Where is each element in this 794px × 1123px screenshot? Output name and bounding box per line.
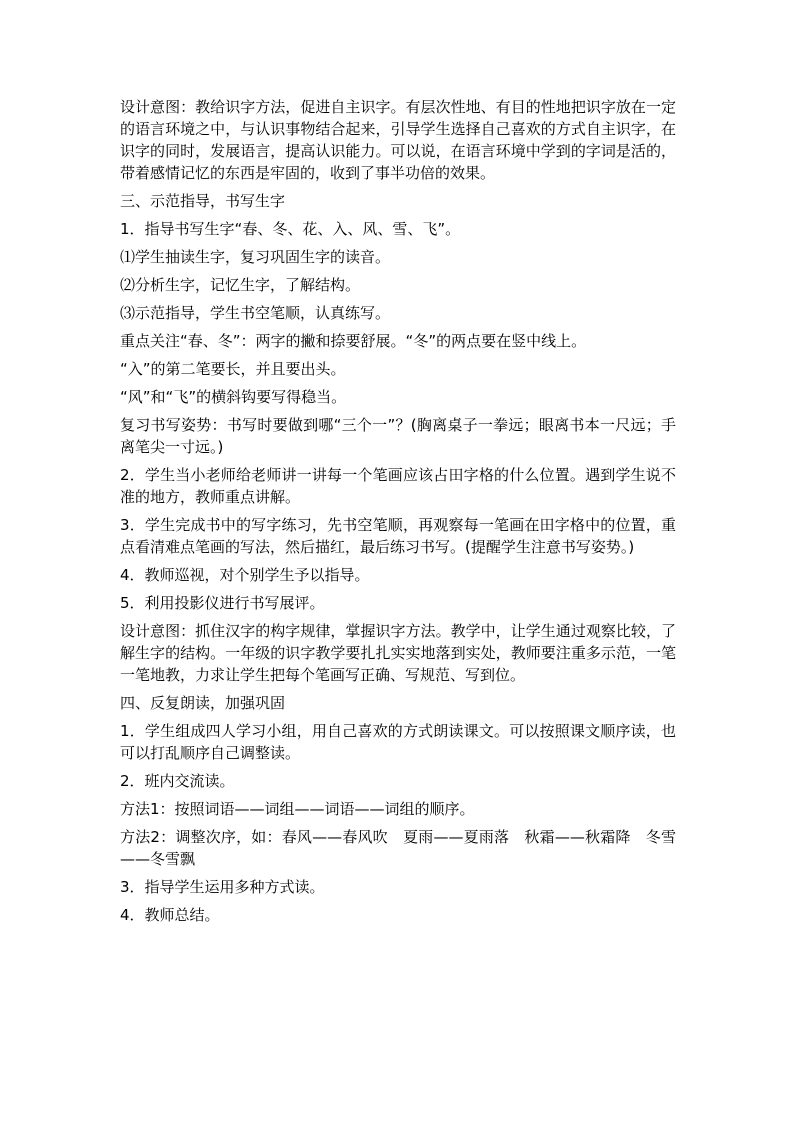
- method-paragraph: 方法1：按照词语——词组——词语——词组的顺序。: [120, 800, 475, 818]
- focus-paragraph: “风”和“飞”的横斜钩要写得稳当。: [120, 388, 347, 406]
- step-paragraph: 2．班内交流读。: [120, 772, 235, 790]
- step-paragraph: 4．教师总结。: [120, 906, 220, 924]
- step-paragraph: 5．利用投影仪进行书写展评。: [120, 594, 325, 612]
- step-paragraph: 1．指导书写生字“春、冬、花、入、风、雪、飞”。: [120, 220, 461, 238]
- posture-paragraph: 复习书写姿势：书写时要做到哪“三个一”？(胸离桌子一拳远；眼离书本一尺远；手离笔尖一寸远。): [120, 416, 676, 456]
- substep-paragraph: ⑵分析生字，记忆生字，了解结构。: [120, 276, 361, 294]
- document-body: [120, 96, 676, 932]
- step-paragraph: 3．学生完成书中的写字练习，先书空笔顺，再观察每一笔画在田字格中的位置，重点看清难点笔画的写法，然后描红，最后练习书写。(提醒学生注意书写姿势。): [120, 516, 676, 556]
- step-paragraph: 4．教师巡视，对个别学生予以指导。: [120, 566, 370, 584]
- design-intent-paragraph-1: 设计意图：教给识字方法，促进自主识字。有层次性地、有目的性地把识字放在一定的语言环境之中，与认识事物结合起来，引导学生选择自己喜欢的方式自主识字，在识字的同时，发展语言，提高认识能力。可以说，在语言环境中学到的字词是活的，带着感情记忆的东西是牢固的，收到了事半功倍的效果。: [120, 98, 676, 182]
- step-paragraph: 3．指导学生运用多种方式读。: [120, 878, 325, 896]
- substep-paragraph: ⑶示范指导，学生书空笔顺，认真练写。: [120, 304, 391, 322]
- step-paragraph: 1．学生组成四人学习小组，用自己喜欢的方式朗读课文。可以按照课文顺序读，也可以打乱顺序自己调整读。: [120, 722, 676, 762]
- substep-paragraph: ⑴学生抽读生字，复习巩固生字的读音。: [120, 248, 391, 266]
- step-paragraph: 2．学生当小老师给老师讲一讲每一个笔画应该占田字格的什么位置。遇到学生说不准的地方，教师重点讲解。: [120, 466, 676, 506]
- section-heading-3: 三、示范指导，书写生字: [120, 192, 286, 210]
- focus-paragraph: “入”的第二笔要长，并且要出头。: [120, 360, 346, 378]
- design-intent-paragraph-2: 设计意图：抓住汉字的构字规律，掌握识字方法。教学中，让学生通过观察比较，了解生字的结构。一年级的识字教学要扎扎实实地落到实处，教师要注重多示范，一笔一笔地教，力求让学生把每个笔画写正确、写规范、写到位。: [120, 622, 676, 684]
- focus-paragraph: 重点关注“春、冬”：两字的撇和捺要舒展。“冬”的两点要在竖中线上。: [120, 332, 587, 350]
- method-paragraph: 方法2：调整次序，如：春风——春风吹 夏雨——夏雨落 秋霜——秋霜降 冬雪——冬雪飘: [120, 828, 676, 868]
- section-heading-4: 四、反复朗读，加强巩固: [120, 694, 286, 712]
